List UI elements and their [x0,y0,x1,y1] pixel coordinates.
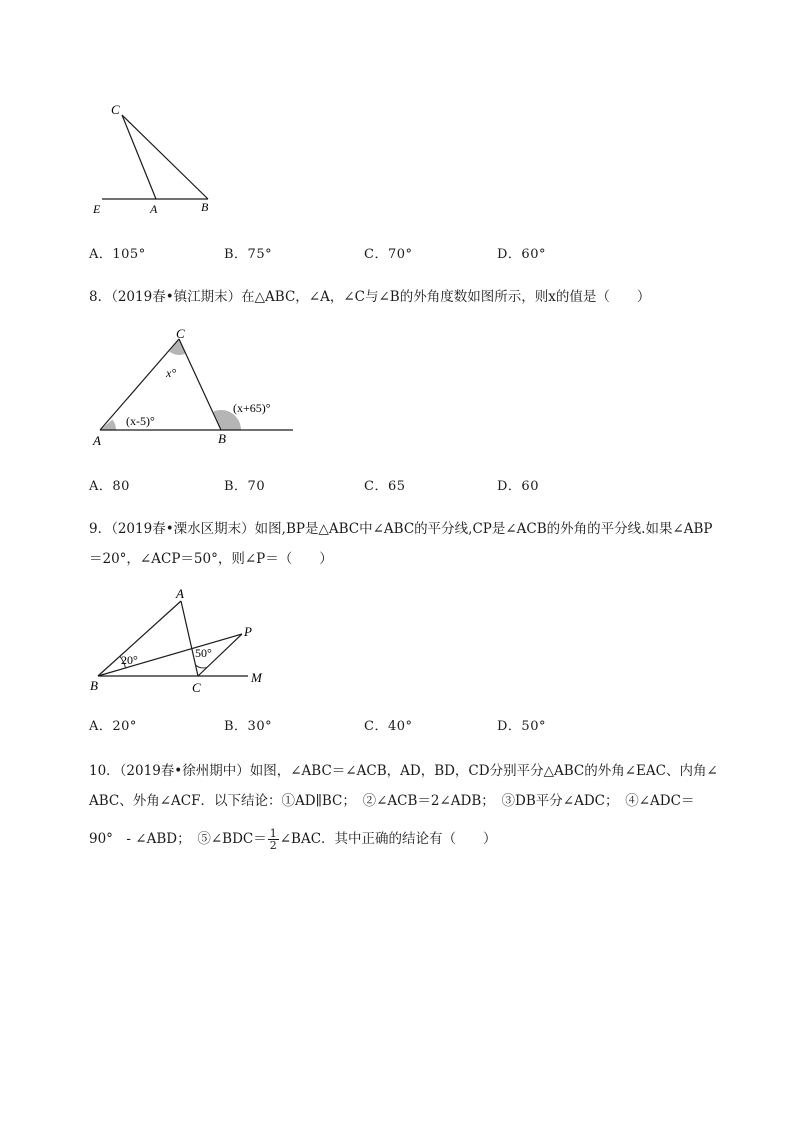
q9-label-a: A [176,586,184,601]
q8-line-cb [179,339,221,430]
q9-figure [86,582,276,697]
q9-option-c: C．40° [364,719,413,734]
q7-option-b: B．75° [224,247,273,262]
q9-question-line2: ＝20°，∠ACP＝50°，则∠P＝（ ） [89,551,333,567]
q9-option-b: B．30° [224,719,273,734]
q8-angle-c-label: x° [166,366,177,380]
q7-label-e: E [93,202,101,216]
q10-question-line2: ABC、外角∠ACF．以下结论：①AD∥BC； ②∠ACB＝2∠ADB； ③DB平分∠ADC； ④∠ADC＝ [89,793,695,809]
q8-figure [88,325,303,450]
q10-question-line1: 10．（2019春•徐州期中）如图，∠ABC＝∠ACB，AD，BD，CD分别平分△ABC的外角∠EAC、内角∠ [89,763,718,779]
q7-option-a: A．105° [89,247,146,262]
q8-question-text: 8．（2019春•镇江期末）在△ABC，∠A，∠C与∠B的外角度数如图所示，则x的值是（ ） [89,289,651,305]
q9-line-ba [98,601,181,676]
q9-label-c: C [192,680,201,695]
q8-label-c: C [176,326,185,341]
q9-angle-c-label: 50° [195,646,212,660]
q7-line-ca [122,115,156,199]
q8-option-c: C．65 [364,479,406,494]
q9-option-d: D．50° [497,719,546,734]
q9-angle-c-arc [196,665,207,668]
q9-label-p: P [244,624,252,639]
q8-option-d: D．60 [497,479,539,494]
q7-option-c: C．70° [364,247,413,262]
q7-label-b: B [201,200,209,214]
q10-fraction-half [268,828,279,851]
q7-line-cb [122,115,208,199]
q8-option-a: A．80 [89,479,130,494]
q9-label-b: B [90,678,98,693]
q9-question-line1: 9．（2019春•溧水区期末）如图,BP是△ABC中∠ABC的平分线,CP是∠ACB的外角的平分线.如果∠ABP [89,521,713,537]
q9-line-ac [181,601,198,676]
q8-label-a: A [93,433,101,448]
q9-option-a: A．20° [89,719,137,734]
q8-label-b: B [218,431,226,446]
q10-question-line3 [89,824,729,854]
q7-label-a: A [150,202,158,216]
q7-label-c: C [111,102,120,117]
q7-option-d: D．60° [497,247,546,262]
q9-label-m: M [251,670,262,685]
q8-option-b: B．70 [224,479,266,494]
q10-line3-end: ∠BAC．其中正确的结论有（ ） [279,831,497,847]
q7-figure [80,95,240,225]
q9-angle-b-label: 20° [121,653,138,667]
q8-angle-b-label: (x+65)° [233,401,271,415]
q8-angle-a-label: (x-5)° [126,414,155,428]
q10-line3-start: 90° - ∠ABD； ⑤∠BDC＝ [89,831,267,847]
q10-fraction-numerator: 1 [269,827,277,840]
q10-fraction-denominator: 2 [269,839,277,852]
